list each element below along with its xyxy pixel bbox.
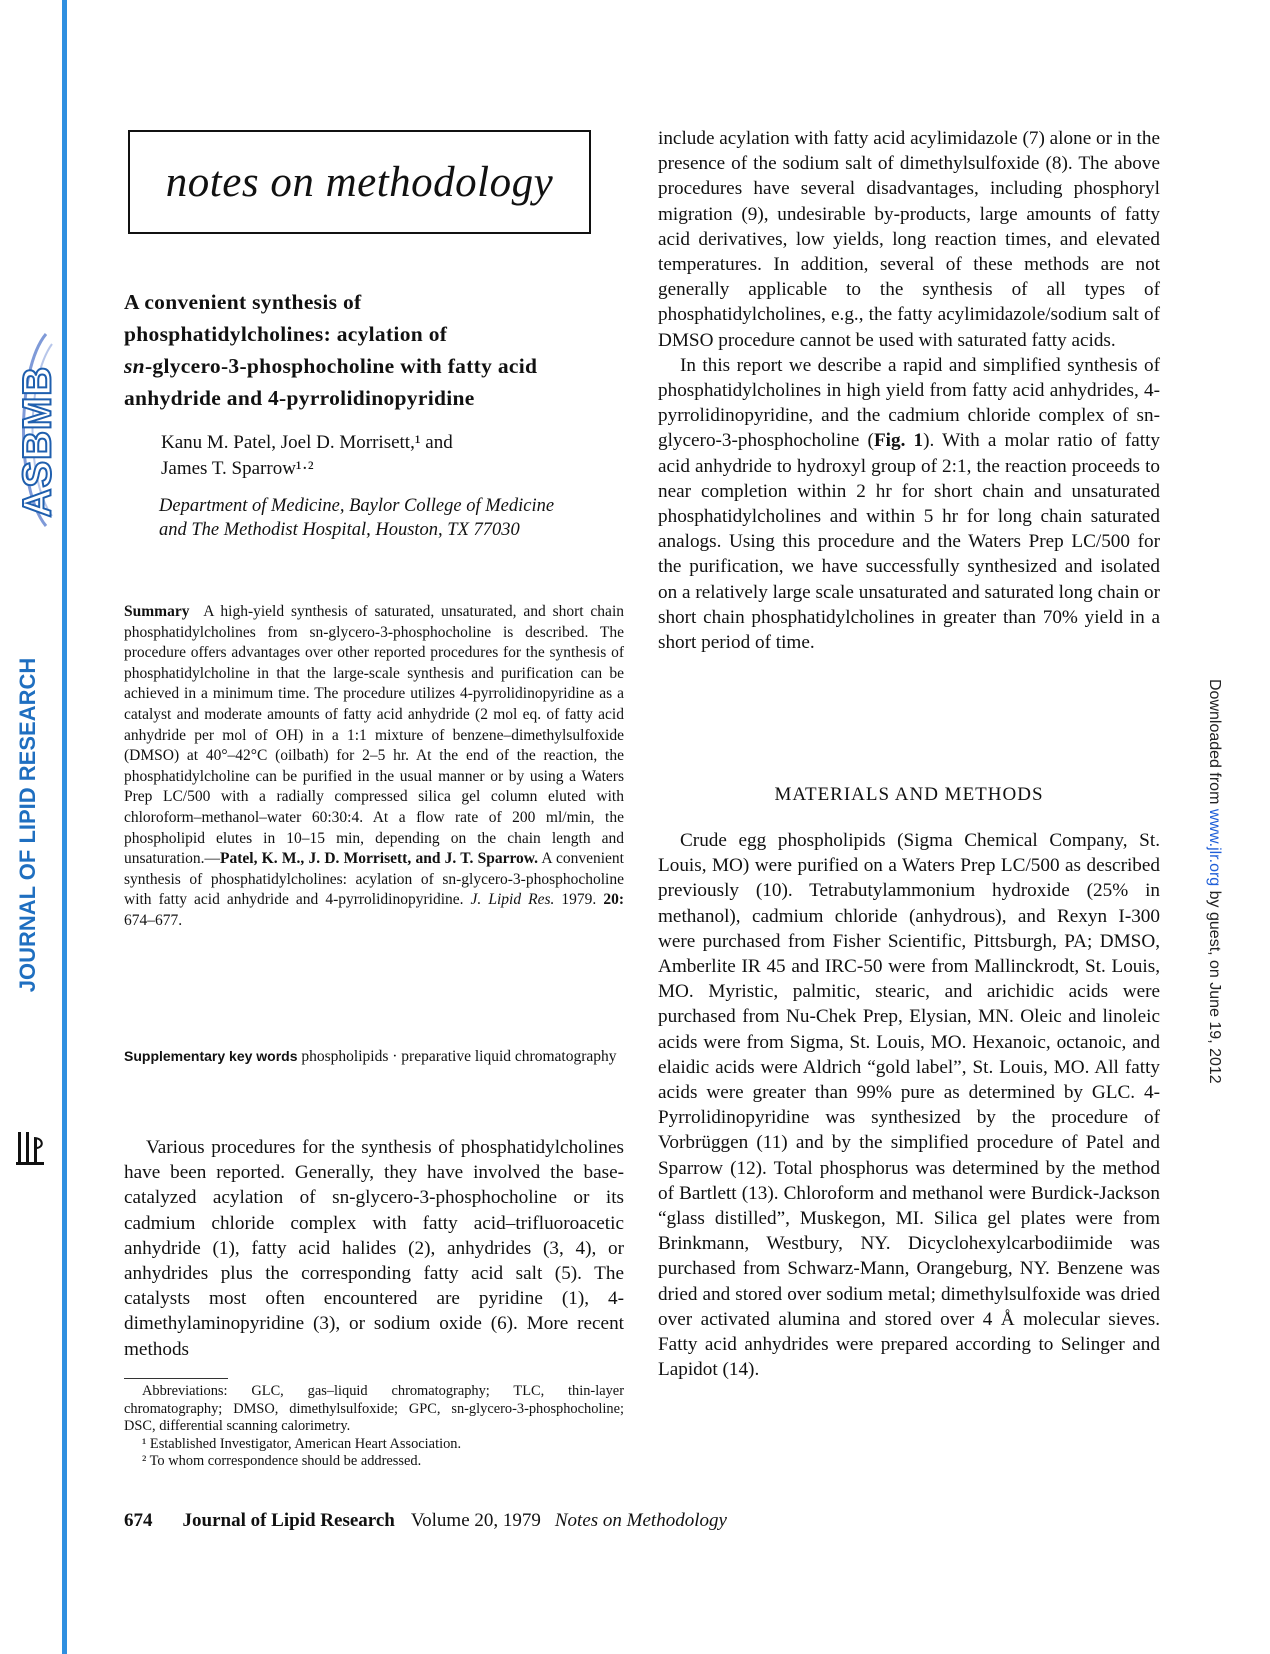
- summary-citation-journal: J. Lipid Res.: [470, 891, 555, 909]
- right-paragraph-2-a: In this report we describe a rapid and simplified synthesis of phosphatidylcholines in high yield from fatty acid anhydrides, 4-pyrrolidinopyridine, and the cadmium chloride complex of sn-glycero-3-phosphocholine (: [658, 354, 1160, 452]
- asbmb-logo-text: ASBMB: [15, 365, 60, 518]
- footnote-1: ¹ Established Investigator, American Heart Association.: [142, 1435, 462, 1452]
- materials-methods-body: [658, 828, 1160, 1382]
- footnotes: [124, 1383, 624, 1471]
- section-header-box: [128, 130, 591, 234]
- title-line-2: phosphatidylcholines: acylation of: [124, 322, 448, 346]
- journal-vertical-title: JOURNAL OF LIPID RESEARCH: [15, 657, 40, 993]
- jlr-logo-icon: [14, 1130, 46, 1168]
- intro-paragraph: Various procedures for the synthesis of phosphatidylcholines have been reported. Generally, they have involved the base-catalyzed acylation of sn-glycero-3-phosphocholine or its cadmium chloride complex with fatty acid–trifluoroacetic anhydride (1), fatty acid halides (2), anhydrides (3, 4), or anhydrides plus the corresponding fatty acid salt (5). The catalysts most often encountered are pyridine (1), 4-dimethylaminopyridine (3), or sodium oxide (6). More recent methods: [124, 1137, 624, 1360]
- keywords: [124, 1046, 624, 1067]
- download-site-link[interactable]: www.jlr.org: [1206, 808, 1223, 887]
- sidebar-branding: [0, 0, 62, 1654]
- title-line-3-rest: -glycero-3-phosphocholine with fatty acid: [144, 354, 538, 378]
- page-footer: [124, 1510, 924, 1532]
- download-notice: [1205, 679, 1223, 1084]
- download-prefix: Downloaded from: [1206, 679, 1223, 809]
- summary-citation-year: 1979.: [554, 891, 604, 909]
- authors-line-2: James T. Sparrow¹·²: [161, 458, 314, 479]
- summary-citation-pages: 674–677.: [124, 911, 183, 929]
- figure-1-reference[interactable]: Fig. 1: [873, 430, 924, 452]
- footnote-divider: [124, 1378, 228, 1379]
- article-title: [124, 286, 624, 414]
- affiliation-line-1: Department of Medicine, Baylor College of Medicine: [159, 496, 555, 516]
- summary-text: A high-yield synthesis of saturated, unsaturated, and short chain phosphatidylcholines from sn-glycero-3-phosphocholine is described. The procedure offers advantages over other reported procedures for the synthesis of phosphatidylcholine in that the large-scale synthesis and purification can be achieved in a minimum time. The procedure utilizes 4-pyrrolidinopyridine as a catalyst and moderate amounts of fatty acid anhydride (2 mol eq. of fatty acid anhydride per mol of OH) in a 1:1 mixture of benzene–dimethylsulfoxide (DMSO) at 40°–42°C (oilbath) for 2–5 hr. At the end of the reaction, the phosphatidylcholine can be purified in the usual manner or by using a Waters Prep LC/500 with a radially compressed silica gel column eluted with chloroform–methanol–water 60:30:4. At a flow rate of 200 ml/min, the phospholipid elutes in 10–15 min, depending on the chain length and unsaturation.—: [124, 603, 624, 868]
- summary-label: Summary: [124, 603, 190, 620]
- footnote-abbreviations: Abbreviations: GLC, gas–liquid chromatography; TLC, thin-layer chromatography; DMSO, dimethylsulfoxide; GPC, sn-glycero-3-phosphocholine; DSC, differential scanning calorimetry.: [124, 1383, 624, 1434]
- footer-journal-name: Journal of Lipid Research: [182, 1510, 395, 1531]
- right-paragraph-2: [658, 353, 1160, 655]
- right-paragraph-1: include acylation with fatty acid acylimidazole (7) alone or in the presence of the sodium salt of dimethylsulfoxide (8). The above procedures have several disadvantages, including phosphoryl migration (9), undesirable by-products, large amounts of fatty acid derivatives, low yields, long reaction times, and elevated temperatures. In addition, several of these methods are not generally applicable to the synthesis of all types of phosphatidylcholines, e.g., the fatty acylimidazole/sodium salt of DMSO procedure cannot be used with saturated fatty acids.: [658, 128, 1160, 351]
- footer-section: Notes on Methodology: [554, 1510, 727, 1531]
- summary-citation-volume: 20:: [603, 891, 624, 909]
- footnote-2: ² To whom correspondence should be addressed.: [142, 1453, 422, 1469]
- title-line-1: A convenient synthesis of: [124, 290, 362, 314]
- title-sn-italic: sn: [124, 354, 145, 378]
- footer-volume: Volume 20, 1979: [410, 1510, 541, 1531]
- affiliation: [159, 494, 629, 542]
- body-left-column: [124, 1135, 624, 1362]
- title-line-3: [124, 350, 624, 382]
- right-paragraph-2-b: ). With a molar ratio of fatty acid anhydride to hydroxyl group of 2:1, the reaction proceeds to near completion within 2 hr for short chain and unsaturated phosphatidylcholines and within 5 hr for long chain saturated analogs. Using this procedure and the Waters Prep LC/500 for the purification, we have successfully synthesized and isolated on a relatively large scale unsaturated and saturated long chain or short chain phosphatidylcholines in greater than 70% yield in a short period of time.: [658, 430, 1160, 654]
- materials-paragraph: Crude egg phospholipids (Sigma Chemical Company, St. Louis, MO) were purified on a Waters Prep LC/500 as described previously (10). Tetrabutylammonium hydroxide (25% in methanol), cadmium chloride (anhydrous), and Rexyn I-300 were purchased from Fisher Scientific, Pittsburgh, PA; DMSO, Amberlite IR 45 and IRC-50 were from Mallinckrodt, St. Louis, MO. Myristic, palmitic, stearic, and arichidic acids were purchased from Nu-Chek Prep, Elysian, MN. Oleic and linoleic acids were from Sigma, St. Louis, MO. Hexanoic, octanoic, and elaidic acids were Aldrich “gold label”, St. Louis, MO. All fatty acids were greater than 99% pure as determined by GLC. 4-Pyrrolidinopyridine was synthesized by the procedure of Vorbrüggen (11) and by the simplified procedure of Patel and Sparrow (12). Total phosphorus was determined by the method of Bartlett (13). Chloroform and methanol were Burdick-Jackson “glass distilled”, Muskegon, MI. Silica gel plates were from Brinkmann, Westbury, NY. Dicyclohexylcarbodiimide was purchased from Schwarz-Mann, Orangeburg, NY. Benzene was dried and stored over sodium metal; dimethylsulfoxide was dried over activated alumina and stored over 4 Å molecular sieves. Fatty acid anhydrides were prepared according to Selinger and Lapidot (14).: [658, 830, 1160, 1381]
- summary-citation-authors: Patel, K. M., J. D. Morrisett, and J. T. Sparrow.: [220, 850, 539, 868]
- keywords-text: phospholipids · preparative liquid chromatography: [297, 1048, 617, 1065]
- keywords-label: Supplementary key words: [124, 1048, 298, 1064]
- body-right-column: [658, 126, 1160, 655]
- download-suffix: by guest, on June 19, 2012: [1206, 886, 1223, 1084]
- section-header-title: notes on methodology: [165, 158, 554, 206]
- affiliation-line-2: and The Methodist Hospital, Houston, TX 77030: [159, 520, 520, 540]
- section-heading-materials-methods: MATERIALS AND METHODS: [774, 784, 1044, 805]
- summary-citation-text: A convenient synthesis of phosphatidylcholines: acylation of sn-glycero-3-phosphocholine with fatty acid anhydride and 4-pyrrolidinopyridine.: [124, 850, 624, 909]
- page-number: 674: [124, 1510, 153, 1531]
- left-accent-bar: [62, 0, 67, 1654]
- summary-abstract: [124, 602, 624, 932]
- authors-line-1: Kanu M. Patel, Joel D. Morrisett,¹ and: [161, 432, 453, 453]
- authors: [161, 430, 621, 482]
- title-line-4: anhydride and 4-pyrrolidinopyridine: [124, 386, 475, 410]
